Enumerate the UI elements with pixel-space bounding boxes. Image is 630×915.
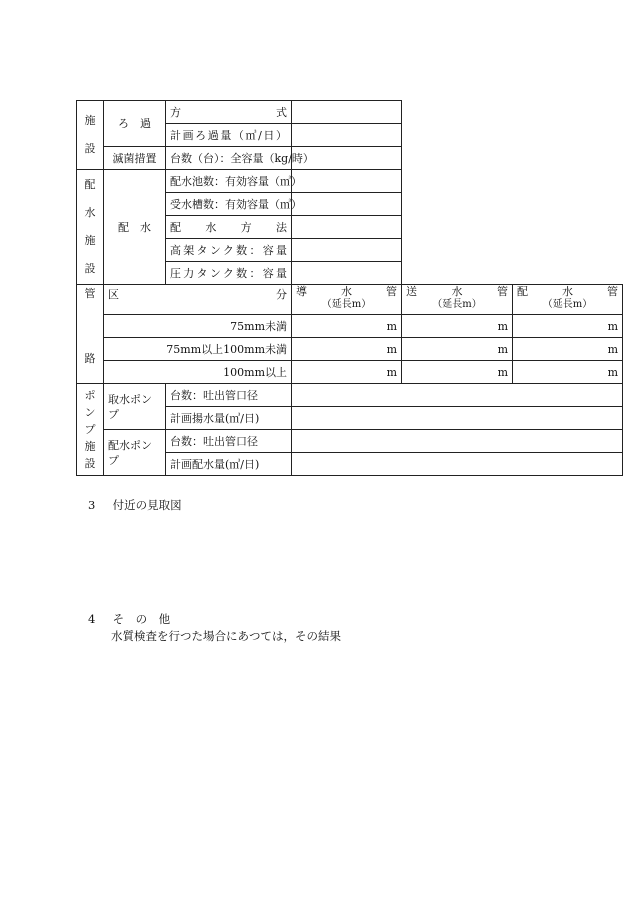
pressure-tank-label: 圧力タンク数：容量 [166, 262, 292, 285]
distribution-group-label: 配 水 施 設 [77, 170, 104, 285]
sterilization-label: 滅菌措置 [104, 147, 166, 170]
distribution-pump-volume-value [292, 453, 623, 476]
pipe-row-value: m [292, 338, 402, 361]
pump-group-label: ポ ン プ 施 設 [77, 384, 104, 476]
distribution-method-label: 配水方法 [166, 216, 292, 239]
filtration-label: ろ 過 [104, 101, 166, 147]
sterilization-capacity-label: 台数（台）：全容量（kg/時） [166, 147, 292, 170]
section-3-title: 付近の見取図 [112, 498, 182, 512]
distribution-method-value [292, 216, 402, 239]
distribution-pump-volume-label: 計画配水量(㎥/日) [166, 453, 292, 476]
section-4-number: 4 [88, 612, 96, 626]
pipe-row-label: 100mm以上 [104, 361, 292, 384]
receiving-tank-value [292, 193, 402, 216]
intake-pump-volume-value [292, 407, 623, 430]
intake-pump-count-value [292, 384, 623, 407]
distribution-pipe-header: 配 水 管 （延長m） [513, 285, 623, 315]
section-4-title: そ の 他 [112, 612, 171, 626]
pipe-row-value: m [402, 315, 513, 338]
intake-pipe-header: 導 水 管 （延長m） [292, 285, 402, 315]
section-4-heading [88, 611, 170, 627]
filtration-method-value [292, 101, 402, 124]
distribution-pump-count-label: 台数：吐出管口径 [166, 430, 292, 453]
pressure-tank-value [292, 262, 402, 285]
section-4-text: 水質検査を行つた場合にあつては，その結果 [111, 629, 341, 643]
section-3-number: 3 [88, 498, 96, 512]
intake-pump-label: 取水ポン プ [104, 384, 166, 430]
section-3-heading [88, 497, 182, 513]
pipe-row-label: 75mm未満 [104, 315, 292, 338]
facilities-group-label: 施 設 [77, 101, 104, 170]
pipe-row-value: m [513, 338, 623, 361]
pipe-row-value: m [402, 338, 513, 361]
filtration-method-label: 方式 [166, 101, 292, 124]
distribution-pump-label: 配水ポン プ [104, 430, 166, 476]
transmission-pipe-header: 送 水 管 （延長m） [402, 285, 513, 315]
distribution-sub-label: 配 水 [104, 170, 166, 285]
elevated-tank-label: 高架タンク数：容量 [166, 239, 292, 262]
elevated-tank-value [292, 239, 402, 262]
pipe-row-value: m [292, 315, 402, 338]
planned-filtration-value [292, 124, 402, 147]
pipe-row-label: 75mm以上100mm未満 [104, 338, 292, 361]
distribution-pump-count-value [292, 430, 623, 453]
pipe-row-value: m [513, 315, 623, 338]
intake-pump-volume-label: 計画揚水量(㎥/日) [166, 407, 292, 430]
receiving-tank-label: 受水槽数：有効容量（㎥） [166, 193, 292, 216]
pipe-row-value: m [513, 361, 623, 384]
planned-filtration-label: 計画ろ過量（㎥/日） [166, 124, 292, 147]
distribution-reservoir-value [292, 170, 402, 193]
pipe-row-value: m [402, 361, 513, 384]
pipes-group-label: 管 路 [77, 285, 104, 384]
pipes-category-header: 区 分 [104, 285, 292, 315]
pipe-row-value: m [292, 361, 402, 384]
facility-table [76, 100, 623, 476]
distribution-reservoir-label: 配水池数：有効容量（㎥） [166, 170, 292, 193]
intake-pump-count-label: 台数：吐出管口径 [166, 384, 292, 407]
